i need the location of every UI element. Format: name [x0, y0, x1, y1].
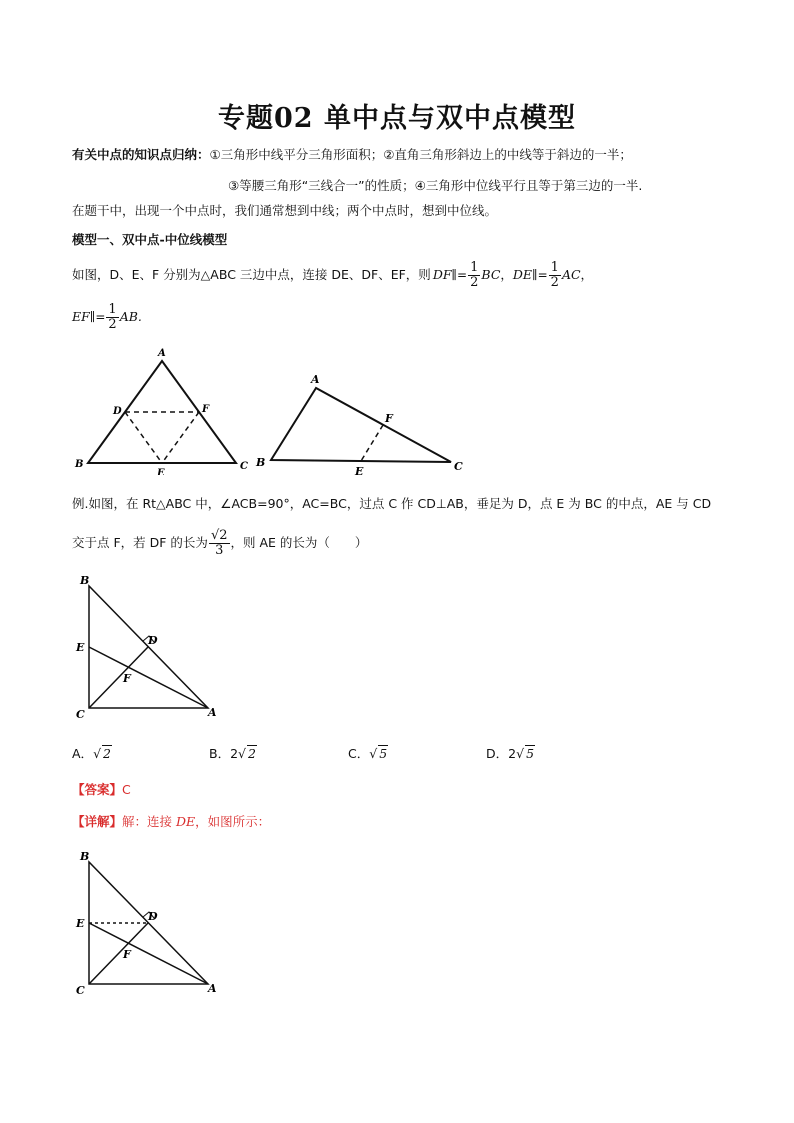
segment-ef-2 — [361, 425, 383, 461]
choice-d[interactable]: D．2√ 5 — [486, 746, 535, 761]
sqrt2-over-3: $\frac{√2}{3}$ — [210, 527, 228, 558]
label-e-4: E — [76, 917, 85, 930]
label-b-2: B — [256, 456, 266, 469]
example-line-2: 交于点 F，若 DF 的长为 $\frac{√2}{3}$ ，则 AE 的长为（ ） — [72, 527, 368, 558]
example-figure — [70, 570, 230, 730]
label-d-4: D — [148, 910, 158, 923]
detail-line: 【详解】解：连接 DE，如图所示： — [72, 814, 271, 829]
detail-label: 【详解】 — [72, 814, 123, 829]
half-fraction: $\frac{1}{2}$ — [108, 301, 117, 332]
label-e-2: E — [355, 465, 364, 475]
label-a-3: A — [208, 706, 217, 719]
segment-de — [125, 412, 162, 463]
segment-ef — [162, 412, 199, 463]
segment-cd-4 — [89, 923, 148, 984]
label-b: B — [75, 459, 84, 470]
triangle-abc-2 — [271, 388, 451, 462]
segment-cd — [89, 647, 148, 708]
summary-line-2: ③等腰三角形“三线合一”的性质；④三角形中位线平行且等于第三边的一半. — [228, 178, 643, 193]
midline-figures — [0, 340, 794, 475]
label-e-3: E — [76, 641, 85, 654]
choice-c[interactable]: C．√ 5 — [348, 746, 388, 761]
figure-equilateral — [88, 361, 236, 463]
label-f: F — [202, 404, 210, 415]
half-fraction: $\frac{1}{2}$ — [470, 259, 479, 290]
segment-ae — [89, 647, 208, 708]
intro-text: 如图，D、E、F 分别为△ABC 三边中点，连接 DE、DF、EF，则 — [72, 267, 431, 282]
label-a-2: A — [311, 373, 320, 386]
answer-label: 【答案】 — [72, 782, 123, 797]
answer-value: C — [122, 782, 131, 797]
segment-ae-4 — [89, 923, 208, 984]
label-b-3: B — [80, 574, 90, 587]
label-c-3: C — [76, 708, 85, 721]
label-f-2: F — [385, 412, 393, 425]
example-line-1: 例.如图，在 Rt△ABC 中，∠ACB=90°，AC=BC，过点 C 作 CD⊥AB，垂足为 D，点 E 为 BC 的中点，AE 与 CD — [72, 496, 712, 511]
summary-label: 有关中点的知识点归纳： — [72, 147, 210, 162]
answer-line — [72, 781, 131, 799]
ac-seg: AC — [561, 267, 581, 282]
label-d: D — [113, 406, 122, 417]
label-c: C — [240, 461, 248, 472]
bc-seg: BC — [481, 267, 501, 282]
summary-line-1 — [72, 146, 632, 164]
label-f-3: F — [123, 672, 131, 685]
df-seg: DF — [432, 267, 452, 282]
label-b-4: B — [80, 850, 90, 863]
label-c-2: C — [454, 460, 463, 473]
solution-figure — [70, 846, 230, 1006]
ef-seg: EF — [72, 309, 90, 324]
model-intro: 如图，D、E、F 分别为△ABC 三边中点，连接 DE、DF、EF，则 DF ∥= $\frac{1}{2}$ BC ， DE ∥= $\frac{1}{2}$ AC ， — [72, 259, 594, 290]
label-c-4: C — [76, 984, 85, 997]
parallel-equal-symbol: ∥= — [451, 268, 468, 282]
label-d-3: D — [148, 634, 158, 647]
label-f-4: F — [123, 948, 131, 961]
model-heading: 模型一、双中点-中位线模型 — [72, 232, 228, 247]
ab-seg: AB. — [119, 309, 142, 324]
figure-scalene — [271, 388, 451, 462]
half-fraction: $\frac{1}{2}$ — [550, 259, 559, 290]
summary-text-1: ①三角形中线平分三角形面积；②直角三角形斜边上的中线等于斜边的一半； — [209, 147, 632, 162]
model-intro-2: EF ∥= $\frac{1}{2}$ AB. — [72, 301, 142, 332]
page-title: 专题02 单中点与双中点模型 — [218, 103, 576, 134]
de-seg: DE — [512, 267, 533, 282]
label-a-4: A — [208, 982, 217, 995]
choice-a[interactable]: A．√ 2 — [72, 746, 111, 761]
summary-line-3: 在题干中，出现一个中点时，我们通常想到中线；两个中点时，想到中位线。 — [72, 203, 498, 218]
label-a: A — [158, 348, 166, 359]
choice-b[interactable]: B．2√ 2 — [209, 746, 256, 761]
label-e: E — [157, 468, 165, 475]
